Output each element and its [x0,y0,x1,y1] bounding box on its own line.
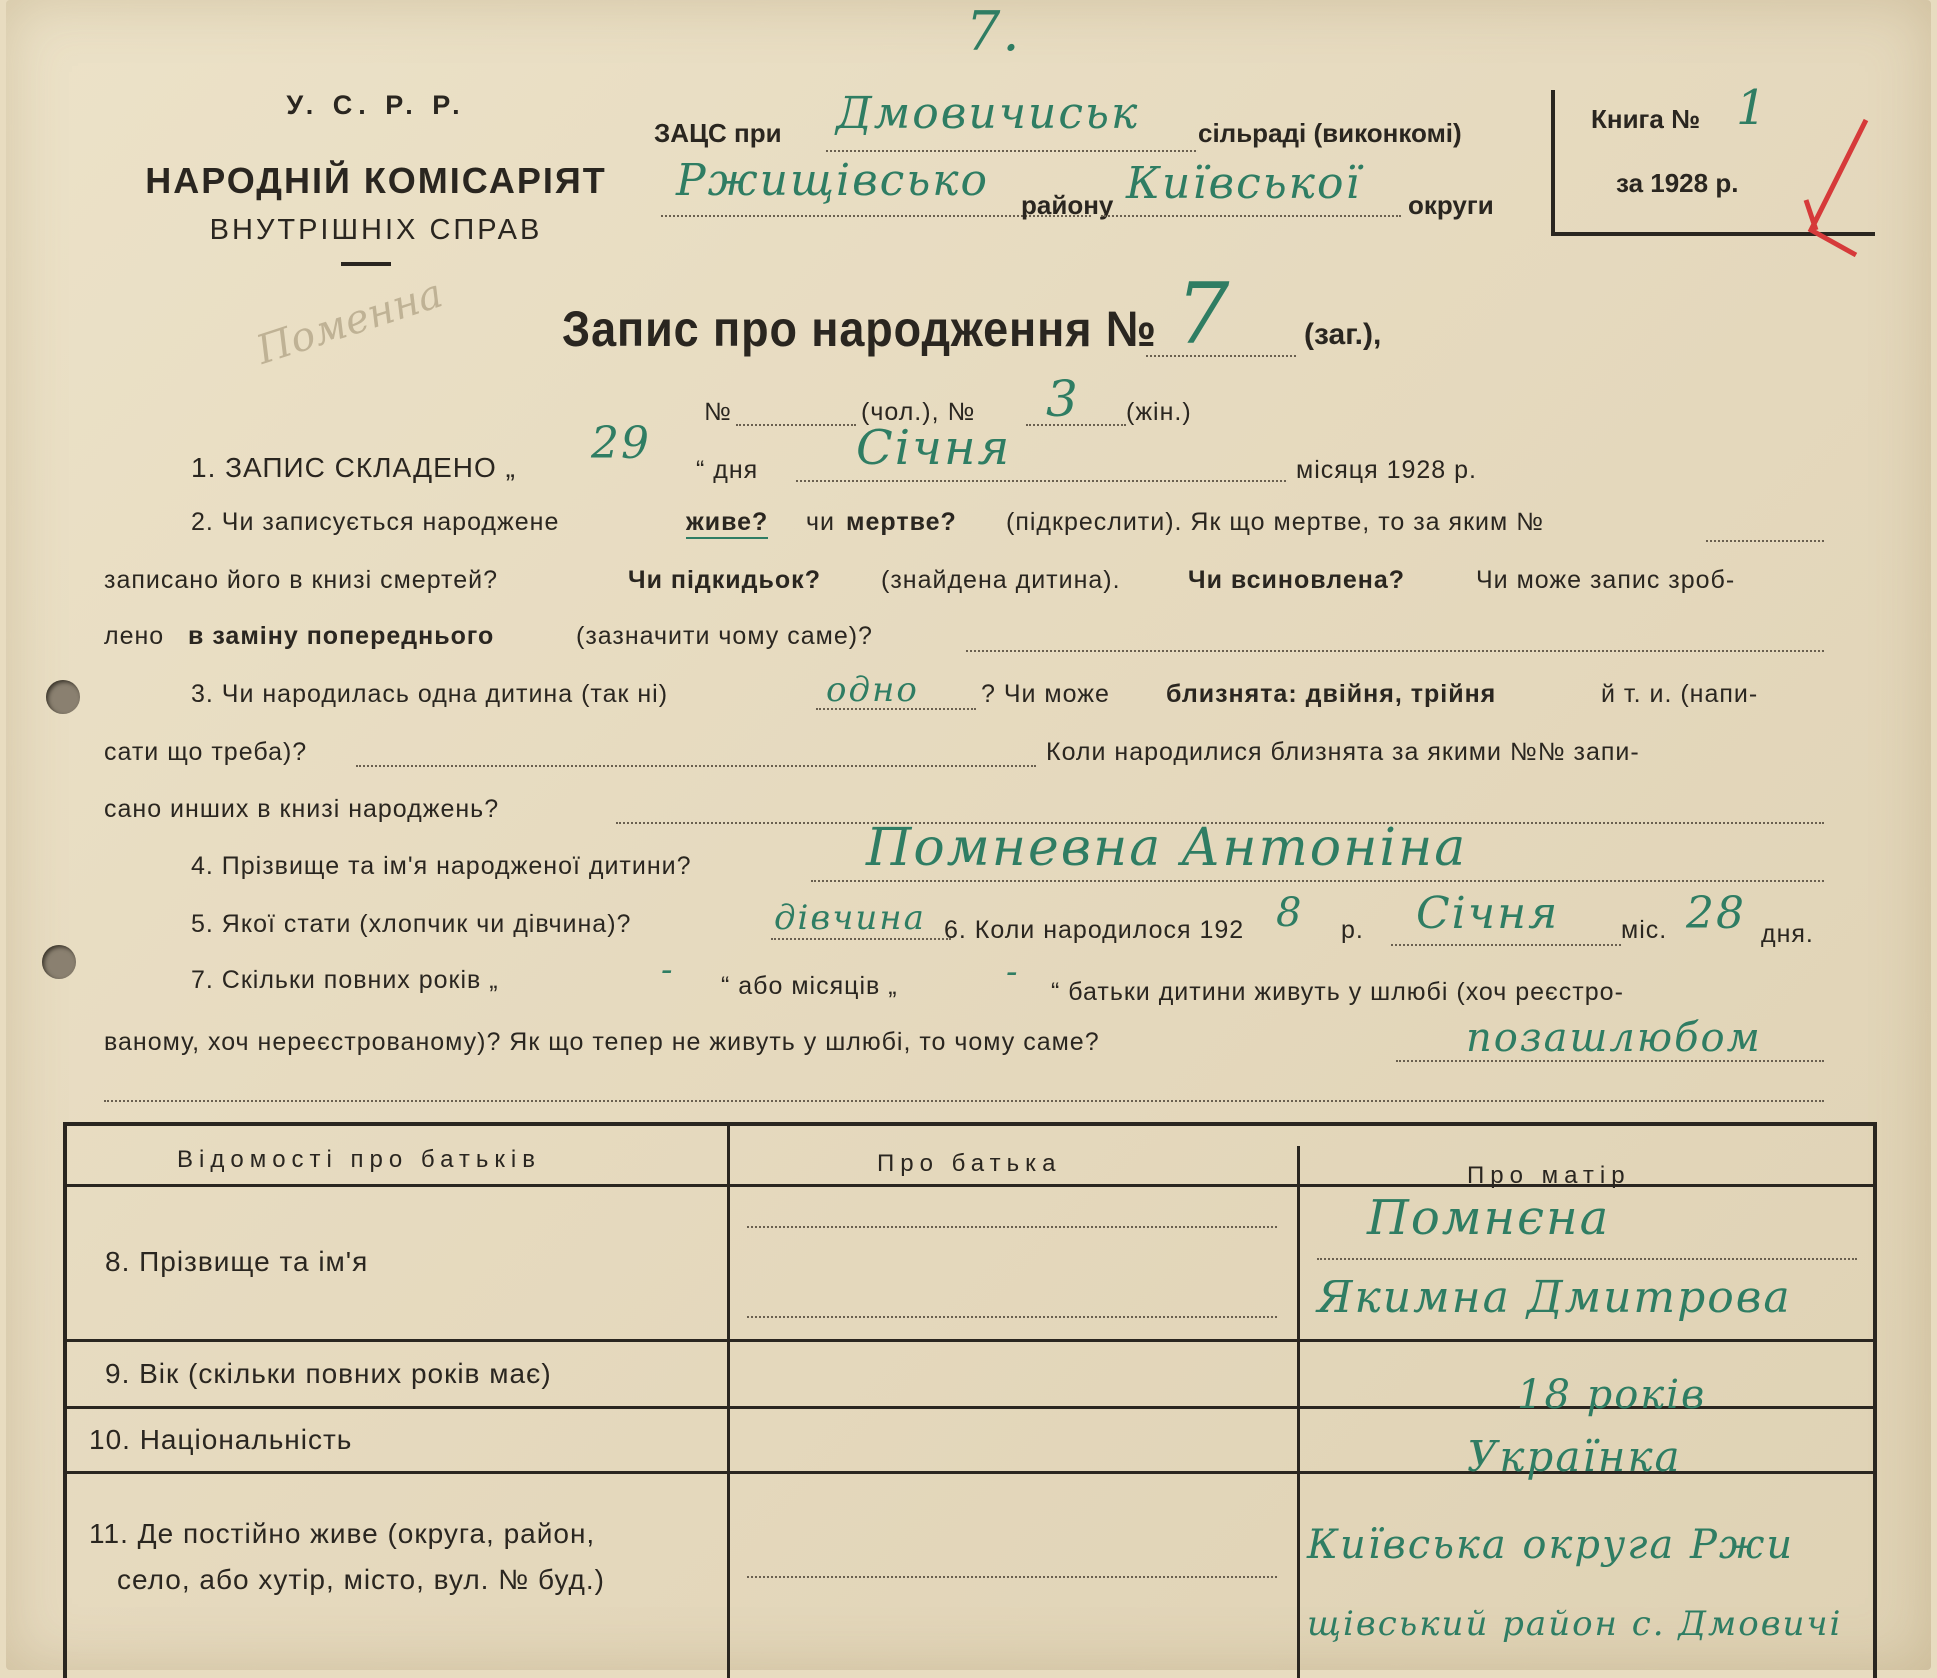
female-number: 3 [1046,370,1080,428]
q6-label-a: 6. Коли народилося 192 [944,916,1245,944]
row-residence-label-2: село, або хутір, місто, вул. № буд.) [117,1564,605,1595]
q3-line1-b: ? Чи може [981,680,1110,708]
q1-month: Січня [856,420,1012,476]
q3-twins: близнята: двійня, трійня [1166,680,1497,708]
parents-table [63,1122,1877,1678]
commissariat-label: НАРОДНІЙ КОМІСАРІЯТ [145,160,607,201]
q2-line3-a: лено [104,622,165,650]
q5-answer: дівчина [774,898,926,938]
male-suffix: (чол.), № [861,398,976,426]
district-suffix: району [1021,190,1114,220]
q2-line3-b: (зазначити чому саме)? [576,622,873,650]
q2-line1-a: 2. Чи записується народжене [191,508,560,536]
book-number: 1 [1736,80,1769,136]
q3-line2-b: Коли народилися близнята за якими №№ запи- [1046,738,1640,766]
q6-label-d: дня. [1761,920,1814,948]
col-header-info: Відомості про батьків [177,1146,541,1173]
q2-line2-b: (знайдена дитина). [881,566,1121,594]
q2-alive: живе? [686,508,768,539]
q3-line1-c: й т. и. (напи- [1601,680,1759,708]
q6-label-b: р. [1341,916,1364,944]
q1-day: 29 [591,418,651,469]
department-label: ВНУТРІШНІХ СПРАВ [209,214,543,246]
q1-label-b: “ дня [696,456,759,484]
row-age-label: 9. Вік (скільки повних років має) [105,1358,552,1389]
mother-age: 18 років [1517,1372,1707,1418]
mother-nationality: Українка [1467,1432,1682,1481]
q3-line2-a: сати що треба)? [104,738,308,766]
title-suffix: (заг.), [1304,318,1382,351]
q1-label-a: 1. ЗАПИС СКЛАДЕНО „ [191,452,516,483]
q2-adopted: Чи всиновлена? [1188,566,1406,594]
row-residence-label-1: 11. Де постійно живе (округа, район, [89,1518,596,1549]
q4-answer: Помневна Антоніна [866,818,1468,878]
q3-line1-a: 3. Чи народилась одна дитина (так ні) [191,680,669,708]
republic-label: У. С. Р. Р. [286,90,466,120]
okrug-suffix: округи [1408,190,1494,220]
district-handwritten: Ржищівсько [676,155,990,206]
q7-years: - [661,950,675,990]
red-pencil-mark [1796,110,1886,270]
row-name-label: 8. Прізвище та ім'я [105,1246,369,1277]
male-number-label: № [704,398,732,426]
row-nationality-label: 10. Національність [89,1424,353,1455]
q7-line1-b: “ або місяців „ [721,972,898,1000]
mother-residence-1: Київська округа Ржи [1307,1522,1795,1568]
punch-hole [46,680,80,714]
book-label: Книга № [1591,104,1701,134]
margin-note: Поменна [251,270,449,374]
q6-year-digit: 8 [1276,890,1304,936]
q1-label-c: місяця 1928 р. [1296,456,1477,484]
q6-month: Січня [1416,888,1560,939]
q4-label: 4. Прізвище та ім'я народженої дитини? [191,852,692,880]
mother-residence-2: щівський район с. Дмовичі [1307,1604,1843,1644]
q7-line1-c: “ батьки дитини живуть у шлюбі (хоч реєстро- [1051,978,1624,1006]
q7-months: - [1006,952,1020,992]
q2-foundling: Чи підкидьок? [628,566,821,594]
council-handwritten: Дмовичиськ [836,88,1140,139]
q2-line1-b: чи [806,508,835,536]
document-title: Запис про народження № [562,301,1157,357]
council-suffix: сільраді (виконкомі) [1198,118,1462,148]
q2-line2-c: Чи може запис зроб- [1476,566,1736,594]
female-suffix: (жін.) [1126,398,1192,426]
q2-line2-a: записано його в книзі смертей? [104,566,499,594]
q2-dead: мертве? [846,508,957,536]
q2-replace: в заміну попереднього [188,622,495,650]
col-header-mother: Про матір [1467,1162,1631,1189]
q7-line1-a: 7. Скільки повних років „ [191,966,499,994]
book-year: за 1928 р. [1616,168,1739,198]
registry-prefix: ЗАЦС при [654,118,782,148]
mother-given-name: Якимна Дмитрова [1317,1272,1792,1323]
page-number: 7. [966,0,1022,63]
document-sheet [6,0,1931,1670]
col-header-father: Про батька [877,1150,1062,1177]
q6-label-c: міс. [1621,916,1668,944]
header-divider [341,262,391,266]
q2-line1-c: (підкреслити). Як що мертве, то за яким № [1006,508,1544,536]
q3-line3-a: сано инших в книзі народжень? [104,795,500,823]
punch-hole [42,945,76,979]
q3-answer: одно [826,670,919,710]
q6-day: 28 [1686,888,1746,939]
q7-answer: позашлюбом [1466,1015,1762,1061]
q7-line2-a: ваному, хоч нереєстрованому)? Як що тепер не живуть у шлюбі, то чому саме? [104,1028,1100,1056]
okrug-handwritten: Київської [1126,158,1362,209]
mother-surname: Помнєна [1367,1190,1611,1246]
q5-label: 5. Якої стати (хлопчик чи дівчина)? [191,910,632,938]
record-number: 7 [1176,265,1232,363]
